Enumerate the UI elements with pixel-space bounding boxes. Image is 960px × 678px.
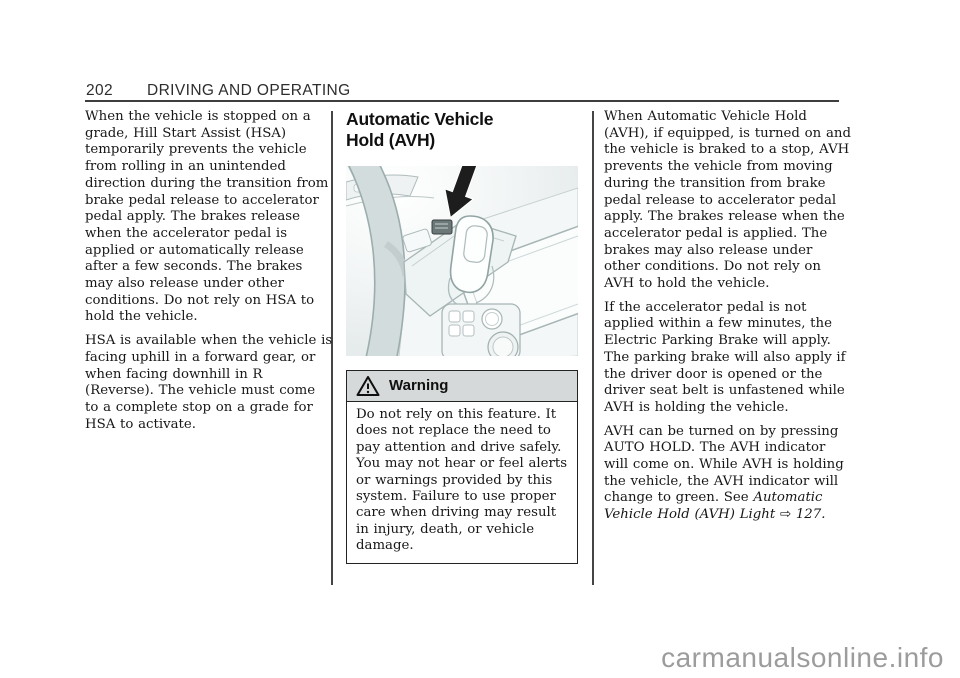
avh-paragraph-2: If the accelerator pedal is not applied within a few minutes, the Electric Parking Brake will apply. The parking brake will also apply if the driver door is opened or the driver seat belt is unfastened while AVH is holding the vehicle. <box>604 299 846 415</box>
page-number: 202 <box>86 82 114 99</box>
cross-reference-arrow-icon: ⇨ <box>779 507 792 523</box>
right-column <box>604 109 851 531</box>
auto-hold-button-graphic <box>432 220 452 234</box>
warning-header <box>347 371 577 402</box>
header-rule <box>85 100 839 102</box>
watermark: carmanualsonline.info <box>661 642 944 673</box>
warning-text: Do not rely on this feature. It does not replace the need to pay attention and drive safely. You may not hear or feel alerts or warnings provided by this system. Failure to use proper care when driving may result in injury, death, or vehicle damage. <box>356 407 568 554</box>
column-divider-right <box>592 111 594 585</box>
section-heading: Automatic Vehicle Hold (AVH) <box>346 109 494 150</box>
avh-paragraph-3: AVH can be turned on by pressing AUTO HOLD. The AVH indicator will come on. While AVH is holding the vehicle, the AVH indicator will change to green. See Automatic Vehicle Hold (AVH) Light ⇨ 127. <box>604 423 844 523</box>
cross-reference-page: 127. <box>795 507 826 523</box>
left-column <box>85 109 333 440</box>
hsa-paragraph-2: HSA is available when the vehicle is facing uphill in a forward gear, or when facing downhill in R (Reverse). The vehicle must come to a complete stop on a grade for HSA to activate. <box>85 333 333 432</box>
chapter-title: DRIVING AND OPERATING <box>147 82 351 99</box>
warning-title: Warning <box>389 376 449 394</box>
console-illustration <box>346 166 578 356</box>
hsa-paragraph-1: When the vehicle is stopped on a grade, Hill Start Assist (HSA) temporarily prevents the vehicle from rolling in an unintended direction during the transition from brake pedal release to accelerator pedal apply. The brakes release when the accelerator pedal is applied or automatically release after a few seconds. The brakes may also release under other conditions. Do not rely on HSA to hold the vehicle. <box>85 109 329 325</box>
cross-reference-title: Automatic Vehicle Hold (AVH) Light <box>604 490 823 523</box>
middle-column <box>346 109 578 564</box>
warning-body <box>347 402 577 563</box>
warning-box <box>346 370 578 564</box>
avh-paragraph-1: When Automatic Vehicle Hold (AVH), if equipped, is turned on and the vehicle is braked to a stop, AVH prevents the vehicle from moving during the transition from brake pedal release to accelerator pedal apply. The brakes release when the accelerator pedal is applied. The brakes may also release under other conditions. Do not rely on AVH to hold the vehicle. <box>604 109 851 292</box>
warning-triangle-icon <box>356 375 380 397</box>
